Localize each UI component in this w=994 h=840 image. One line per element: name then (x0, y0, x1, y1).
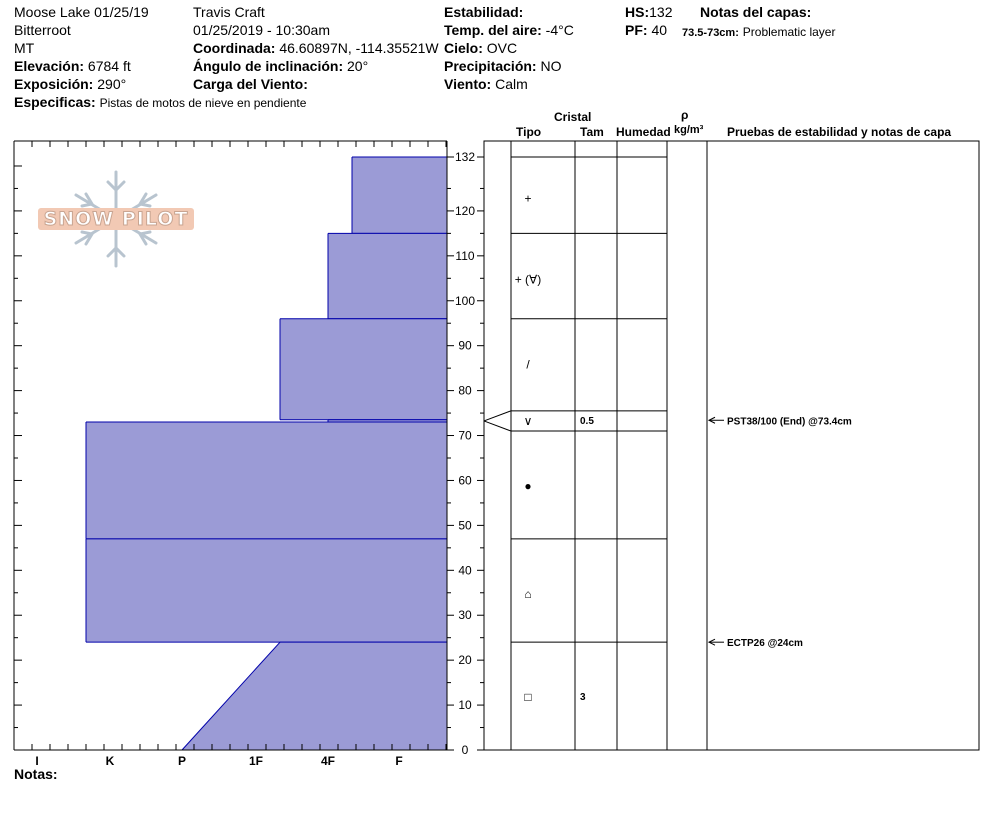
layer-table-frame (484, 141, 979, 750)
mountain-range: Bitterroot (14, 22, 71, 38)
wind-label: Viento: (444, 76, 492, 92)
grain-type-1: + (∀) (514, 272, 542, 287)
depth-label-50: 50 (458, 518, 472, 533)
grain-type-5: ⌂ (524, 586, 532, 601)
state: MT (14, 40, 35, 56)
aspect-label: Exposición: (14, 76, 94, 92)
tests-header: Pruebas de estabilidad y notas de capa (727, 125, 952, 139)
depth-label-30: 30 (458, 608, 472, 623)
grain-type-2: / (526, 357, 530, 372)
stability-test-0: PST38/100 (End) @73.4cm (727, 416, 852, 428)
precipitation-value: NO (540, 58, 562, 74)
layer-note-text: Problematic layer (742, 25, 836, 39)
depth-label-100: 100 (454, 293, 476, 308)
elevation-label: Elevación: (14, 58, 85, 74)
depth-label-90: 90 (458, 338, 472, 353)
depth-label-20: 20 (458, 653, 472, 668)
snow-height-label: HS: (625, 4, 650, 20)
moisture-header: Humedad (616, 125, 671, 139)
coordinates-value: 46.60897N, -114.35521W (279, 40, 439, 56)
grain-size-3: 0.5 (580, 415, 594, 427)
size-header: Tam (580, 125, 604, 139)
observation-datetime: 01/25/2019 - 10:30am (193, 22, 330, 38)
hardness-label-K: K (105, 754, 115, 768)
air-temperature-label: Temp. del aire: (444, 22, 542, 38)
slope-angle-value: 20° (347, 58, 369, 74)
air-temperature-value: -4°C (545, 22, 574, 38)
snow-height-value: 132 (649, 4, 673, 20)
depth-label-70: 70 (458, 428, 472, 443)
grain-size-6: 3 (580, 692, 586, 704)
aspect-value: 290° (97, 76, 127, 92)
slope-angle-label: Ángulo de inclinación: (193, 58, 344, 74)
depth-label-60: 60 (458, 473, 472, 488)
depth-label-110: 110 (455, 248, 475, 263)
hardness-label-1F: 1F (248, 754, 264, 768)
density-unit: kg/m³ (674, 124, 704, 136)
foot-penetration-value: 40 (651, 22, 668, 38)
depth-label-40: 40 (458, 563, 472, 578)
hardness-layer-4 (86, 422, 447, 539)
depth-label-120: 120 (454, 203, 476, 218)
wind-loading-label: Carga del Viento: (193, 76, 308, 92)
specifics-label: Especificas: (14, 94, 96, 110)
weak-layer-connector-top (484, 411, 511, 421)
foot-penetration-label: PF: (625, 22, 648, 38)
stability-label: Estabilidad: (444, 4, 524, 20)
depth-label-10: 10 (458, 698, 472, 713)
precipitation-label: Precipitación: (444, 58, 537, 74)
grain-type-4: ● (524, 478, 532, 493)
hardness-layer-6 (182, 642, 447, 750)
layer-note-range: 73.5-73cm: (682, 27, 739, 39)
notes-label: Notas: (14, 766, 58, 782)
depth-label-132: 132 (454, 150, 476, 164)
hardness-layer-1 (328, 233, 447, 318)
sky-cover-label: Cielo: (444, 40, 483, 56)
weak-layer-connector-bottom (484, 421, 511, 431)
type-header: Tipo (516, 125, 542, 139)
coordinates-label: Coordinada: (193, 40, 276, 56)
hardness-layer-0 (352, 157, 447, 233)
density-symbol: ρ (681, 108, 689, 122)
specifics-value: Pistas de motos de nieve en pendiente (99, 96, 307, 110)
hardness-label-F: F (395, 754, 403, 768)
grain-type-3: ∨ (523, 413, 533, 428)
stability-test-1: ECTP26 @24cm (727, 638, 803, 650)
logo-text: SNOW PILOT (38, 208, 194, 230)
wind-value: Calm (495, 76, 528, 92)
hardness-label-4F: 4F (320, 754, 336, 768)
hardness-label-I: I (35, 754, 39, 768)
depth-label-80: 80 (458, 383, 472, 398)
location-name: Moose Lake 01/25/19 (14, 4, 149, 20)
hardness-layer-2 (280, 319, 447, 420)
grain-type-0: + (524, 191, 532, 206)
sky-cover-value: OVC (486, 40, 518, 56)
elevation-value: 6784 ft (87, 58, 131, 74)
crystal-header: Cristal (554, 110, 592, 124)
grain-type-6: □ (524, 690, 532, 705)
layer-notes-label: Notas del capas: (700, 4, 812, 20)
observer-name: Travis Craft (193, 4, 265, 20)
hardness-label-P: P (177, 754, 187, 768)
hardness-layer-5 (86, 539, 447, 642)
depth-label-0: 0 (461, 743, 469, 757)
